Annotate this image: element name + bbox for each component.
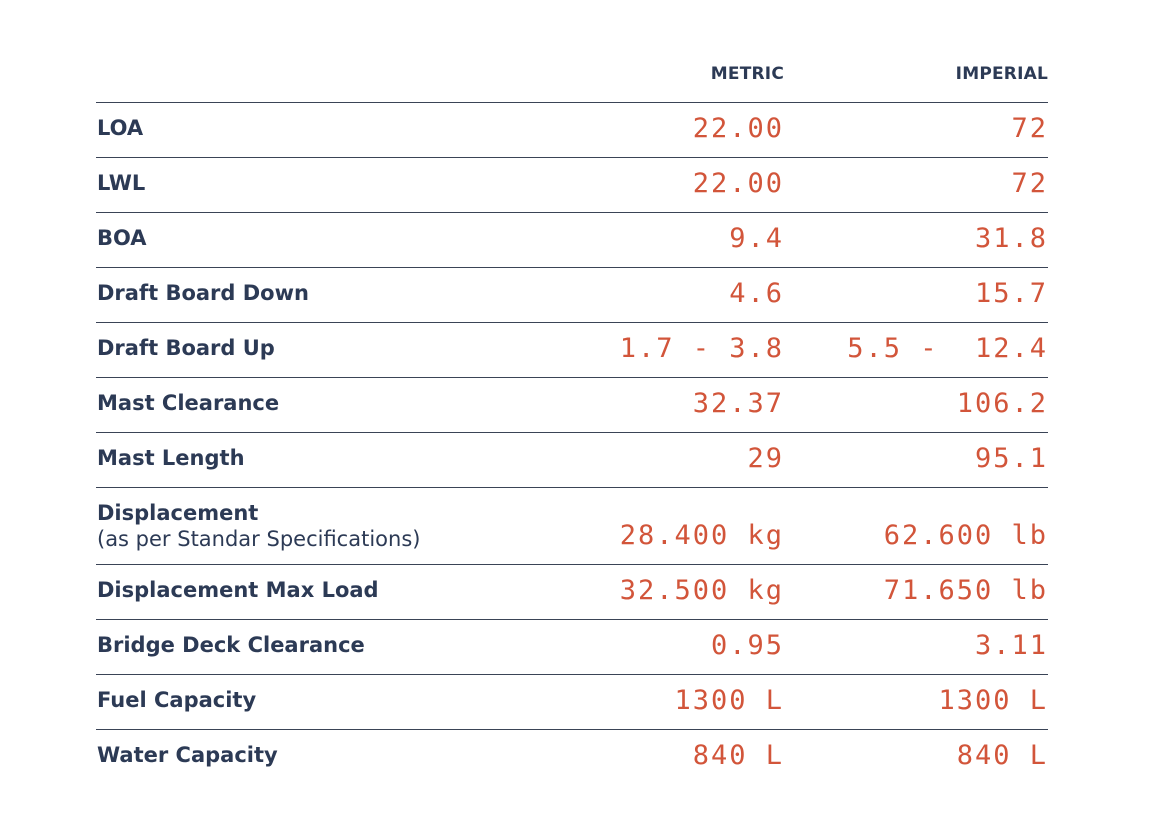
metric-value: 9.4 xyxy=(729,223,784,254)
table-row xyxy=(96,675,1048,730)
metric-value: 22.00 xyxy=(692,113,784,144)
imperial-value: 71.650 lb xyxy=(883,575,1048,606)
table-row xyxy=(96,620,1048,675)
metric-value: 32.500 kg xyxy=(619,575,784,606)
row-label: Mast Length xyxy=(97,446,245,470)
row-label: Draft Board Up xyxy=(97,336,275,360)
table-row xyxy=(96,213,1048,268)
imperial-value: 1300 L xyxy=(938,685,1048,716)
table-row xyxy=(96,323,1048,378)
imperial-value: 72 xyxy=(1011,113,1048,144)
row-label: LOA xyxy=(97,116,144,140)
metric-value: 840 L xyxy=(692,740,784,771)
row-label: Mast Clearance xyxy=(97,391,280,415)
row-label: LWL xyxy=(97,171,146,195)
metric-value: 28.400 kg xyxy=(619,520,784,551)
metric-value: 29 xyxy=(747,443,784,474)
table-row xyxy=(96,565,1048,620)
imperial-value: 840 L xyxy=(956,740,1048,771)
table-row xyxy=(96,378,1048,433)
row-label: Draft Board Down xyxy=(97,281,309,305)
imperial-value: 95.1 xyxy=(974,443,1048,474)
metric-value: 1300 L xyxy=(674,685,784,716)
table-row xyxy=(96,488,1048,565)
metric-value: 0.95 xyxy=(710,630,784,661)
table-row xyxy=(96,158,1048,213)
table-row xyxy=(96,103,1048,158)
row-sublabel: (as per Standar Specifications) xyxy=(97,527,421,551)
metric-value: 22.00 xyxy=(692,168,784,199)
metric-value: 32.37 xyxy=(692,388,784,419)
imperial-value: 5.5 - 12.4 xyxy=(847,333,1048,364)
table-header xyxy=(96,48,1048,103)
imperial-value: 3.11 xyxy=(974,630,1048,661)
imperial-value: 31.8 xyxy=(974,223,1048,254)
row-label: Displacement Max Load xyxy=(97,578,379,602)
metric-column-header: METRIC xyxy=(710,64,784,84)
row-label: Bridge Deck Clearance xyxy=(97,633,365,657)
table-row xyxy=(96,433,1048,488)
row-label: BOA xyxy=(97,226,147,250)
spec-table xyxy=(96,48,1048,784)
imperial-value: 106.2 xyxy=(956,388,1048,419)
table-row xyxy=(96,730,1048,784)
imperial-value: 62.600 lb xyxy=(883,520,1048,551)
row-label: Fuel Capacity xyxy=(97,688,257,712)
metric-value: 4.6 xyxy=(729,278,784,309)
imperial-value: 72 xyxy=(1011,168,1048,199)
table-row xyxy=(96,268,1048,323)
imperial-column-header: IMPERIAL xyxy=(955,64,1048,84)
row-label: Displacement xyxy=(97,501,259,525)
imperial-value: 15.7 xyxy=(974,278,1048,309)
metric-value: 1.7 - 3.8 xyxy=(619,333,784,364)
row-label: Water Capacity xyxy=(97,743,278,767)
